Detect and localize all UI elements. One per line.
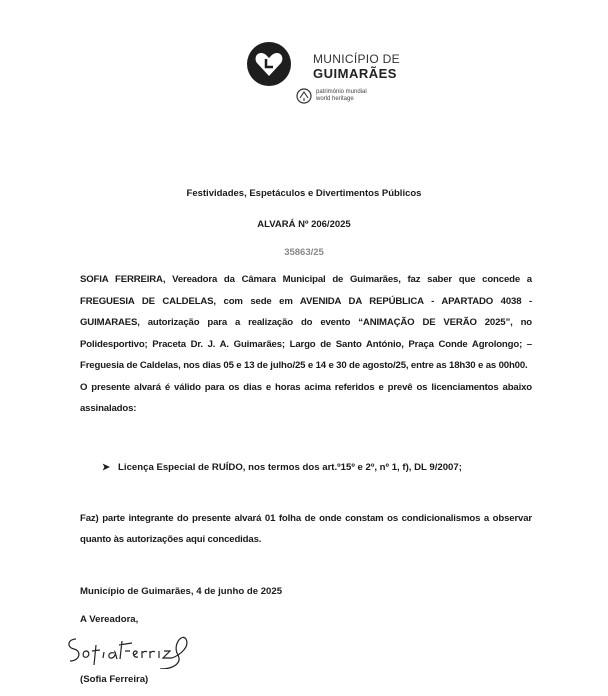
heritage-line2: world heritage (316, 96, 354, 102)
permit-title: ALVARÁ Nº 206/2025 (257, 219, 351, 230)
heritage-line1: património mundial (316, 89, 367, 95)
document-body (80, 269, 532, 687)
world-heritage-icon (296, 88, 312, 109)
signatory-role: A Vereadora, (80, 613, 139, 625)
process-number: 35863/25 (284, 247, 324, 258)
signatory-name: (Sofia Ferreira) (80, 673, 149, 685)
logo-title-line1: MUNICÍPIO DE (313, 52, 400, 66)
municipality-logo-emblem (246, 41, 292, 87)
license-item-text: Licença Especial de RUÍDO, nos termos dos art.º15º e 2º, nº 1, f), DL 9/2007; (118, 461, 462, 473)
validity-paragraph: O presente alvará é válido para os dias e horas acima referidos e prevê os licenciamentos abaixo assinalados: (80, 381, 532, 414)
grant-paragraph: SOFIA FERREIRA, Vereadora da Câmara Municipal de Guimarães, faz saber que concede a FREGUESIA DE CALDELAS, com sede em AVENIDA DA REPÚBLICA - APARTADO 4038 - GUIMARAES, autorização para a realização do evento “ANIMAÇÃO DE VERÃO 2025”, no Polidesportivo; Praceta Dr. J. A. Guimarães; Largo de Santo António, Praça Conde Agrolongo; – Freguesia de Caldelas, nos dias 05 e 13 de julho/25 e 14 e 30 de agosto/25, entre as 18h30 e as 00h00. (80, 274, 532, 371)
handwritten-signature (62, 629, 532, 669)
license-item (102, 460, 532, 476)
section-title: Festividades, Espetáculos e Divertimentos Públicos (186, 188, 422, 199)
logo-title-line2: GUIMARÃES (313, 66, 397, 81)
annex-paragraph: Faz) parte integrante do presente alvará 01 folha de onde constam os condicionalismos a observar quanto às autorizações aqui concedidas. (80, 512, 532, 545)
heritage-text (316, 89, 367, 103)
arrow-bullet-icon: ➤ (102, 461, 111, 473)
place-date: Município de Guimarães, 4 de junho de 2025 (80, 585, 283, 597)
